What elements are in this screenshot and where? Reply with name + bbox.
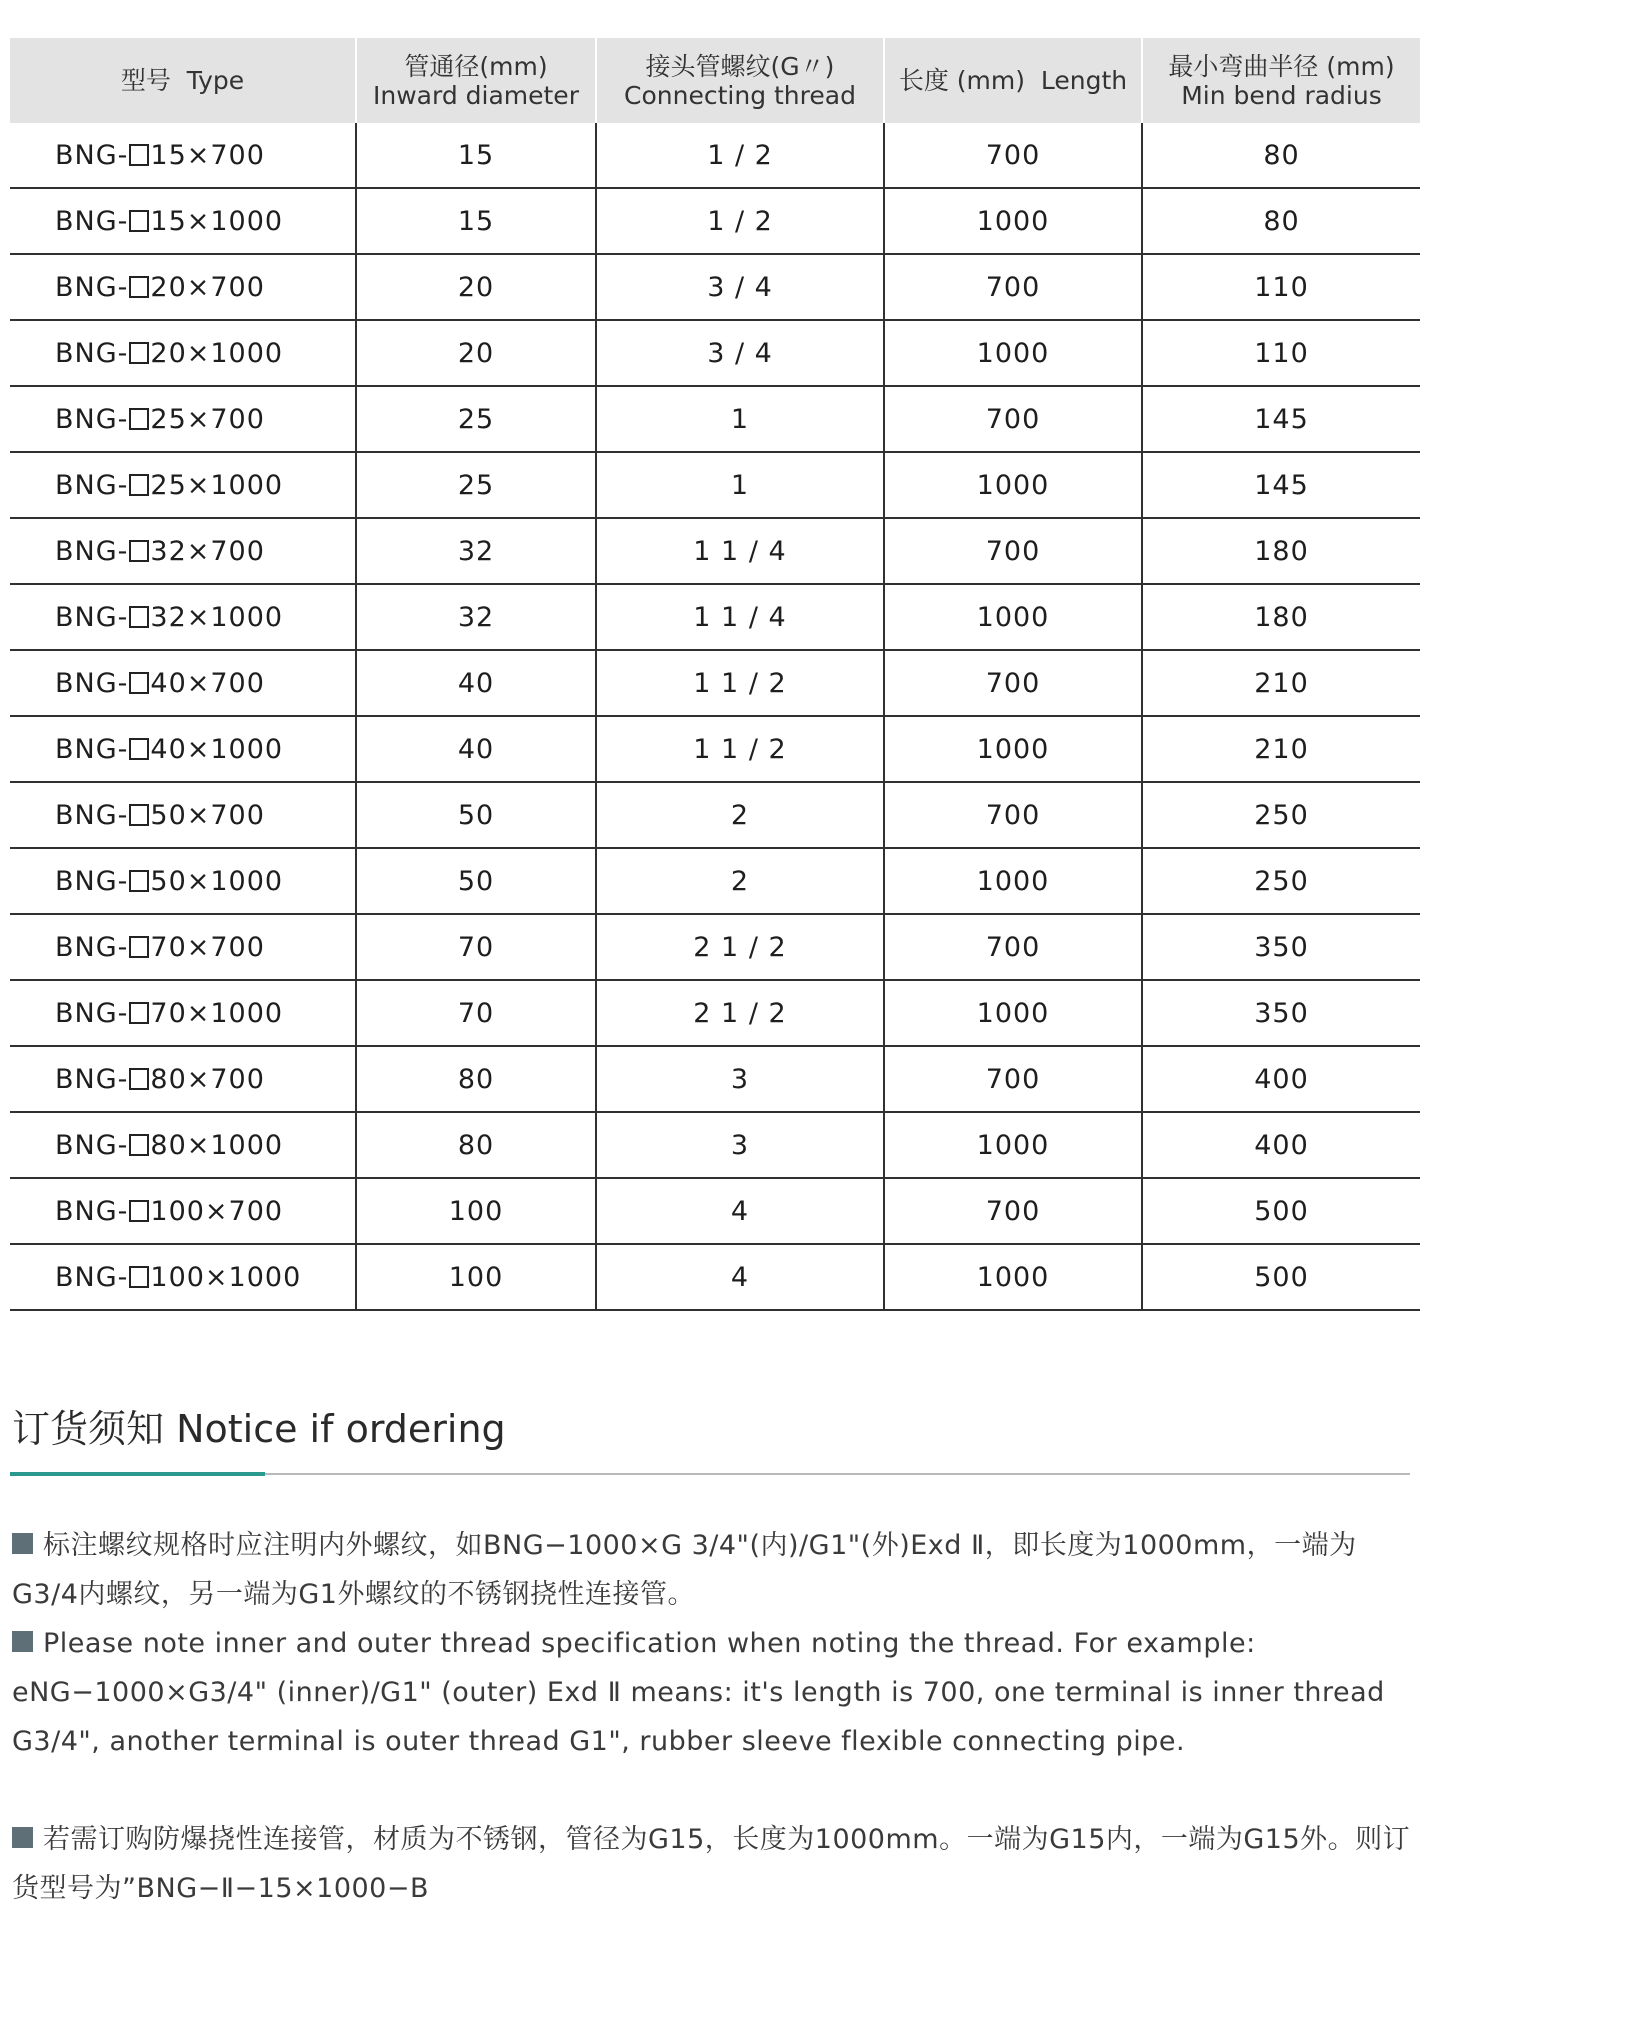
spec-table — [10, 38, 1420, 1311]
type-size: 70×1000 — [150, 997, 284, 1029]
header-type-cn: 型号 — [120, 66, 171, 95]
cell-type — [10, 848, 356, 914]
table-row — [10, 848, 1420, 914]
cell-type — [10, 188, 356, 254]
table-row — [10, 914, 1420, 980]
type-prefix: BNG- — [55, 931, 129, 963]
checkbox-placeholder-icon — [129, 276, 149, 298]
cell-thread: 3 / 4 — [596, 254, 884, 320]
cell-type — [10, 782, 356, 848]
cell-thread: 1 / 2 — [596, 123, 884, 188]
table-header — [10, 38, 1420, 123]
cell-type — [10, 123, 356, 188]
type-size: 80×1000 — [150, 1129, 284, 1161]
cell-thread: 1 — [596, 386, 884, 452]
cell-diameter: 20 — [356, 254, 596, 320]
cell-length: 1000 — [884, 980, 1142, 1046]
cell-type — [10, 1112, 356, 1178]
cell-length: 700 — [884, 254, 1142, 320]
table-row — [10, 386, 1420, 452]
table-row — [10, 716, 1420, 782]
cell-radius: 145 — [1142, 386, 1420, 452]
cell-length: 1000 — [884, 452, 1142, 518]
table-row — [10, 320, 1420, 386]
cell-length: 700 — [884, 518, 1142, 584]
header-length-en: Length — [1040, 66, 1128, 95]
cell-radius: 110 — [1142, 320, 1420, 386]
cell-length: 1000 — [884, 1244, 1142, 1310]
cell-radius: 110 — [1142, 254, 1420, 320]
header-radius-cn: 最小弯曲半径 (mm) — [1168, 51, 1395, 81]
cell-type — [10, 1178, 356, 1244]
type-prefix: BNG- — [55, 733, 129, 765]
type-size: 40×700 — [150, 667, 265, 699]
type-size: 25×1000 — [150, 469, 284, 501]
cell-thread: 3 — [596, 1112, 884, 1178]
cell-diameter: 70 — [356, 914, 596, 980]
cell-type — [10, 254, 356, 320]
table-row — [10, 1112, 1420, 1178]
type-prefix: BNG- — [55, 139, 129, 171]
checkbox-placeholder-icon — [129, 804, 149, 826]
cell-type — [10, 1244, 356, 1310]
checkbox-placeholder-icon — [129, 870, 149, 892]
type-prefix: BNG- — [55, 667, 129, 699]
cell-radius: 145 — [1142, 452, 1420, 518]
cell-diameter: 100 — [356, 1178, 596, 1244]
cell-diameter: 100 — [356, 1244, 596, 1310]
type-prefix: BNG- — [55, 469, 129, 501]
cell-radius: 500 — [1142, 1178, 1420, 1244]
checkbox-placeholder-icon — [129, 144, 149, 166]
checkbox-placeholder-icon — [129, 1068, 149, 1090]
type-prefix: BNG- — [55, 1261, 129, 1293]
type-prefix: BNG- — [55, 601, 129, 633]
cell-diameter: 32 — [356, 518, 596, 584]
cell-length: 700 — [884, 650, 1142, 716]
cell-radius: 400 — [1142, 1112, 1420, 1178]
cell-type — [10, 980, 356, 1046]
cell-radius: 80 — [1142, 188, 1420, 254]
checkbox-placeholder-icon — [129, 474, 149, 496]
table-row — [10, 188, 1420, 254]
note-text: 标注螺纹规格时应注明内外螺纹，如BNG−1000×G 3/4"(内)/G1"(外)Exd Ⅱ，即长度为1000mm，一端为G3/4内螺纹，另一端为G1外螺纹的不锈钢挠性连接管。 — [12, 1530, 1357, 1610]
cell-thread: 1 1 / 2 — [596, 716, 884, 782]
header-thread-en: Connecting thread — [624, 80, 856, 110]
table-row — [10, 123, 1420, 188]
cell-diameter: 25 — [356, 452, 596, 518]
checkbox-placeholder-icon — [129, 1134, 149, 1156]
cell-radius: 350 — [1142, 914, 1420, 980]
cell-type — [10, 716, 356, 782]
type-size: 100×700 — [150, 1195, 284, 1227]
checkbox-placeholder-icon — [129, 210, 149, 232]
cell-radius: 500 — [1142, 1244, 1420, 1310]
type-size: 20×700 — [150, 271, 265, 303]
checkbox-placeholder-icon — [129, 936, 149, 958]
section-title: 订货须知 Notice if ordering — [12, 1407, 506, 1451]
cell-radius: 250 — [1142, 848, 1420, 914]
square-bullet-icon — [12, 1533, 33, 1554]
header-radius-en: Min bend radius — [1181, 80, 1382, 110]
cell-diameter: 40 — [356, 650, 596, 716]
title-accent-bar — [10, 1472, 265, 1476]
cell-type — [10, 584, 356, 650]
type-prefix: BNG- — [55, 403, 129, 435]
cell-diameter: 20 — [356, 320, 596, 386]
cell-diameter: 50 — [356, 782, 596, 848]
type-size: 32×700 — [150, 535, 265, 567]
note-text: Please note inner and outer thread specification when noting the thread. For example: eNG−1000×G3/4" (inner)/G1" (outer) Exd Ⅱ means: it's length is 700, one terminal is inner thread G3/4", another terminal is outer thread G1", rubber sleeve flexible connecting pipe. — [12, 1628, 1385, 1757]
type-prefix: BNG- — [55, 205, 129, 237]
checkbox-placeholder-icon — [129, 342, 149, 364]
header-diameter-cn: 管通径(mm) — [404, 51, 548, 81]
type-size: 70×700 — [150, 931, 265, 963]
cell-diameter: 70 — [356, 980, 596, 1046]
cell-diameter: 80 — [356, 1112, 596, 1178]
cell-thread: 1 1 / 2 — [596, 650, 884, 716]
cell-type — [10, 386, 356, 452]
cell-type — [10, 320, 356, 386]
checkbox-placeholder-icon — [129, 408, 149, 430]
table-row — [10, 254, 1420, 320]
type-prefix: BNG- — [55, 865, 129, 897]
type-size: 80×700 — [150, 1063, 265, 1095]
type-prefix: BNG- — [55, 799, 129, 831]
cell-radius: 350 — [1142, 980, 1420, 1046]
table-row — [10, 584, 1420, 650]
cell-length: 1000 — [884, 584, 1142, 650]
cell-radius: 180 — [1142, 518, 1420, 584]
type-size: 40×1000 — [150, 733, 284, 765]
cell-length: 1000 — [884, 320, 1142, 386]
checkbox-placeholder-icon — [129, 672, 149, 694]
header-length-cn: 长度 (mm) — [898, 66, 1026, 95]
cell-length: 700 — [884, 914, 1142, 980]
header-type-en: Type — [186, 66, 245, 95]
type-size: 20×1000 — [150, 337, 284, 369]
table-body — [10, 123, 1420, 1310]
header-length — [884, 38, 1142, 123]
cell-diameter: 25 — [356, 386, 596, 452]
cell-length: 700 — [884, 1046, 1142, 1112]
cell-thread: 4 — [596, 1244, 884, 1310]
table-row — [10, 452, 1420, 518]
note-item — [12, 1815, 1417, 1913]
type-size: 15×1000 — [150, 205, 284, 237]
cell-thread: 2 1 / 2 — [596, 980, 884, 1046]
cell-thread: 2 — [596, 782, 884, 848]
cell-thread: 2 1 / 2 — [596, 914, 884, 980]
cell-radius: 210 — [1142, 650, 1420, 716]
type-size: 50×700 — [150, 799, 265, 831]
cell-diameter: 40 — [356, 716, 596, 782]
cell-radius: 180 — [1142, 584, 1420, 650]
cell-thread: 3 / 4 — [596, 320, 884, 386]
checkbox-placeholder-icon — [129, 1200, 149, 1222]
ordering-notes — [12, 1521, 1417, 1913]
type-size: 32×1000 — [150, 601, 284, 633]
table-row — [10, 650, 1420, 716]
cell-diameter: 15 — [356, 188, 596, 254]
type-size: 100×1000 — [150, 1261, 302, 1293]
cell-diameter: 50 — [356, 848, 596, 914]
cell-length: 700 — [884, 782, 1142, 848]
type-size: 15×700 — [150, 139, 265, 171]
cell-length: 700 — [884, 123, 1142, 188]
cell-type — [10, 518, 356, 584]
cell-radius: 250 — [1142, 782, 1420, 848]
type-size: 25×700 — [150, 403, 265, 435]
type-prefix: BNG- — [55, 271, 129, 303]
cell-thread: 3 — [596, 1046, 884, 1112]
checkbox-placeholder-icon — [129, 1002, 149, 1024]
header-row — [10, 38, 1420, 123]
type-prefix: BNG- — [55, 535, 129, 567]
table-row — [10, 1178, 1420, 1244]
header-diameter — [356, 38, 596, 123]
cell-length: 700 — [884, 386, 1142, 452]
type-prefix: BNG- — [55, 997, 129, 1029]
header-diameter-en: Inward diameter — [373, 80, 579, 110]
cell-diameter: 32 — [356, 584, 596, 650]
square-bullet-icon — [12, 1827, 33, 1848]
cell-radius: 80 — [1142, 123, 1420, 188]
cell-diameter: 15 — [356, 123, 596, 188]
cell-thread: 1 — [596, 452, 884, 518]
cell-type — [10, 1046, 356, 1112]
cell-thread: 1 1 / 4 — [596, 584, 884, 650]
cell-length: 1000 — [884, 716, 1142, 782]
cell-type — [10, 914, 356, 980]
table-row — [10, 980, 1420, 1046]
cell-length: 700 — [884, 1178, 1142, 1244]
type-prefix: BNG- — [55, 1195, 129, 1227]
note-item — [12, 1521, 1417, 1619]
type-prefix: BNG- — [55, 1063, 129, 1095]
note-item — [12, 1619, 1417, 1766]
header-thread — [596, 38, 884, 123]
type-prefix: BNG- — [55, 337, 129, 369]
cell-type — [10, 452, 356, 518]
checkbox-placeholder-icon — [129, 738, 149, 760]
cell-length: 1000 — [884, 848, 1142, 914]
checkbox-placeholder-icon — [129, 1266, 149, 1288]
cell-thread: 1 1 / 4 — [596, 518, 884, 584]
cell-thread: 2 — [596, 848, 884, 914]
table-row — [10, 1244, 1420, 1310]
cell-thread: 4 — [596, 1178, 884, 1244]
checkbox-placeholder-icon — [129, 540, 149, 562]
cell-diameter: 80 — [356, 1046, 596, 1112]
header-type — [10, 38, 356, 123]
cell-thread: 1 / 2 — [596, 188, 884, 254]
table-row — [10, 1046, 1420, 1112]
type-size: 50×1000 — [150, 865, 284, 897]
header-thread-cn: 接头管螺纹(G〃) — [645, 51, 835, 81]
cell-length: 1000 — [884, 1112, 1142, 1178]
checkbox-placeholder-icon — [129, 606, 149, 628]
type-prefix: BNG- — [55, 1129, 129, 1161]
cell-radius: 210 — [1142, 716, 1420, 782]
table-row — [10, 518, 1420, 584]
cell-radius: 400 — [1142, 1046, 1420, 1112]
table-row — [10, 782, 1420, 848]
note-text: 若需订购防爆挠性连接管，材质为不锈钢，管径为G15，长度为1000mm。一端为G15内，一端为G15外。则订货型号为”BNG−Ⅱ−15×1000−B — [12, 1824, 1411, 1904]
square-bullet-icon — [12, 1631, 33, 1652]
header-radius — [1142, 38, 1420, 123]
cell-length: 1000 — [884, 188, 1142, 254]
cell-type — [10, 650, 356, 716]
